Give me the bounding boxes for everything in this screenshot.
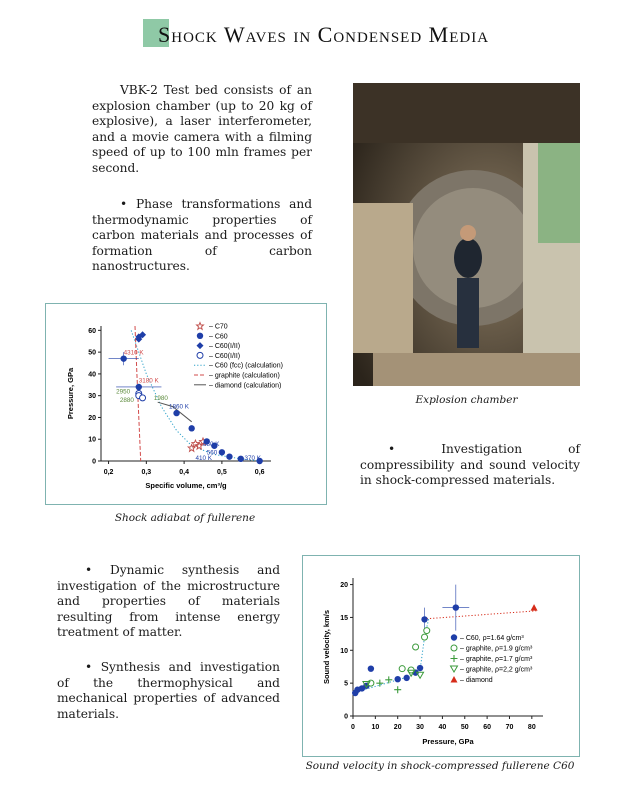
- legend-entry: – graphite, ρ=1.7 g/cm³: [460, 656, 533, 663]
- point-graphite: [413, 644, 419, 650]
- x-tick-label: 80: [527, 724, 536, 731]
- paragraph-dynamic-synthesis: • Dynamic synthesis and investigation of the microstructure and properties of materials resulting from intense energy treatment of matter.: [57, 563, 280, 640]
- legend-entry: – C60, ρ=1.64 g/cm³: [460, 635, 524, 642]
- x-tick-label: 0,6: [254, 469, 265, 476]
- y-axis-label: Sound velocity, km/s: [322, 609, 331, 685]
- x-tick-label: 0,4: [179, 469, 189, 476]
- temperature-annotation: 410 K: [195, 454, 212, 462]
- x-tick-label: 20: [393, 724, 402, 731]
- legend-entry: – C60(I/II): [209, 343, 241, 351]
- legend-entry: – C60 (fcc) (calculation): [209, 362, 283, 370]
- temperature-annotation: 1860 K: [169, 403, 189, 411]
- point-graphite: [399, 666, 405, 672]
- legend-marker: [451, 676, 458, 683]
- y-tick-label: 10: [340, 647, 348, 655]
- x-tick-label: 0,5: [217, 469, 227, 476]
- x-tick-label: 50: [460, 724, 469, 731]
- temperature-annotation: 1980: [153, 395, 168, 403]
- temperature-annotation: 3180 K: [138, 377, 159, 385]
- point-c60: [417, 665, 423, 671]
- y-tick-label: 30: [88, 393, 96, 401]
- chart1-caption: Shock adiabat of fullerene: [114, 512, 256, 524]
- x-tick-label: 30: [416, 724, 424, 731]
- temperature-annotation: 2880: [119, 397, 134, 405]
- y-tick-label: 20: [340, 582, 348, 590]
- curve-c60: [131, 330, 260, 461]
- page-title: Shock Waves in Condensed Media: [158, 22, 490, 47]
- y-tick-label: 10: [88, 436, 96, 444]
- sound-velocity-chart: [303, 556, 579, 756]
- x-tick-label: 0,3: [141, 469, 152, 476]
- legend-entry: – C60(I/II): [209, 352, 241, 360]
- y-tick-label: 0: [92, 458, 96, 466]
- chart2-caption: [302, 760, 578, 772]
- point-c60: [368, 665, 374, 671]
- legend-entry: – graphite, ρ=2,2 g/cm³: [460, 666, 533, 674]
- y-tick-label: 60: [88, 327, 96, 335]
- y-tick-label: 50: [88, 349, 96, 357]
- x-tick-label: 10: [371, 724, 380, 731]
- paragraph-compressibility: • Investigation of compressibility and sound velocity in shock-compressed materials.: [360, 442, 580, 488]
- x-axis-label: Pressure, GPa: [422, 737, 474, 746]
- temperature-annotation: 2950: [116, 388, 131, 396]
- point-c60iii: [140, 395, 146, 401]
- point-c60: [421, 616, 427, 622]
- paragraph-test-bed: VBK-2 Test bed consists of an explosion chamber (up to 20 kg of explosive), a laser interferometer, and a movie camera with a filming speed of up to 100 mln frames per second.: [92, 83, 312, 175]
- x-tick-label: 40: [438, 724, 447, 731]
- point-graphite: [417, 672, 424, 678]
- paragraph-phase-transformations: • Phase transformations and thermodynamic properties of carbon materials and processes of formation of carbon nanostructures.: [92, 197, 312, 274]
- point-c60: [188, 425, 194, 431]
- point-graphite: [424, 628, 430, 634]
- legend-entry: – C70: [209, 323, 228, 331]
- y-tick-label: 0: [344, 713, 348, 721]
- x-axis-label: Specific volume, cm³/g: [145, 481, 227, 490]
- y-tick-label: 20: [88, 414, 96, 422]
- legend-entry: – diamond: [460, 677, 493, 684]
- y-tick-label: 15: [340, 614, 348, 622]
- point-c60: [453, 604, 459, 610]
- legend-marker: [197, 333, 203, 339]
- legend-marker: [197, 323, 204, 330]
- temperature-annotation: 880 K: [203, 440, 220, 448]
- legend-entry: – graphite, ρ=1.9 g/cm³: [460, 645, 533, 653]
- x-tick-label: 60: [483, 724, 492, 731]
- sound-velocity-chart-frame: [302, 555, 580, 757]
- point-graphite: [394, 686, 401, 693]
- x-tick-label: 70: [505, 724, 514, 731]
- legend-entry: – graphite (calculation): [209, 372, 280, 380]
- trend-line-diamond: [427, 611, 537, 619]
- legend-entry: – C60: [209, 333, 228, 341]
- x-tick-label: 0: [351, 724, 355, 731]
- legend-marker: [451, 666, 458, 672]
- legend-marker: [451, 655, 458, 662]
- photo-caption: Explosion chamber: [415, 394, 518, 406]
- point-c70: [192, 440, 199, 447]
- shock-adiabat-chart: [46, 304, 326, 504]
- point-c60: [395, 676, 401, 682]
- legend-marker: [451, 645, 457, 651]
- x-tick-label: 0,2: [103, 469, 114, 476]
- temperature-annotation: 560 K: [206, 449, 224, 457]
- explosion-chamber-photo: [353, 83, 580, 386]
- y-tick-label: 5: [344, 680, 348, 688]
- chart2-caption-text: Sound velocity in shock-compressed fullerene C60: [305, 760, 575, 772]
- point-c60: [403, 675, 409, 681]
- point-graphite: [385, 676, 392, 683]
- legend-marker: [451, 634, 457, 640]
- temperature-annotation: 370 K: [244, 454, 262, 462]
- y-tick-label: 40: [88, 371, 96, 379]
- point-c60: [226, 453, 232, 459]
- legend-marker: [197, 342, 204, 349]
- point-diamond: [531, 604, 538, 611]
- point-c60: [238, 456, 244, 462]
- legend-entry: – diamond (calculation): [209, 382, 282, 390]
- point-c60: [173, 410, 179, 416]
- point-graphite: [422, 634, 428, 640]
- paragraph-synthesis-thermophysical: • Synthesis and investigation of the thermophysical and mechanical properties of advanced materials.: [57, 660, 280, 721]
- temperature-annotation: 4310 K: [123, 349, 144, 357]
- point-graphite: [376, 680, 383, 687]
- legend-marker: [197, 352, 203, 358]
- y-axis-label: Pressure, GPa: [66, 367, 75, 420]
- shock-adiabat-chart-frame: [45, 303, 327, 505]
